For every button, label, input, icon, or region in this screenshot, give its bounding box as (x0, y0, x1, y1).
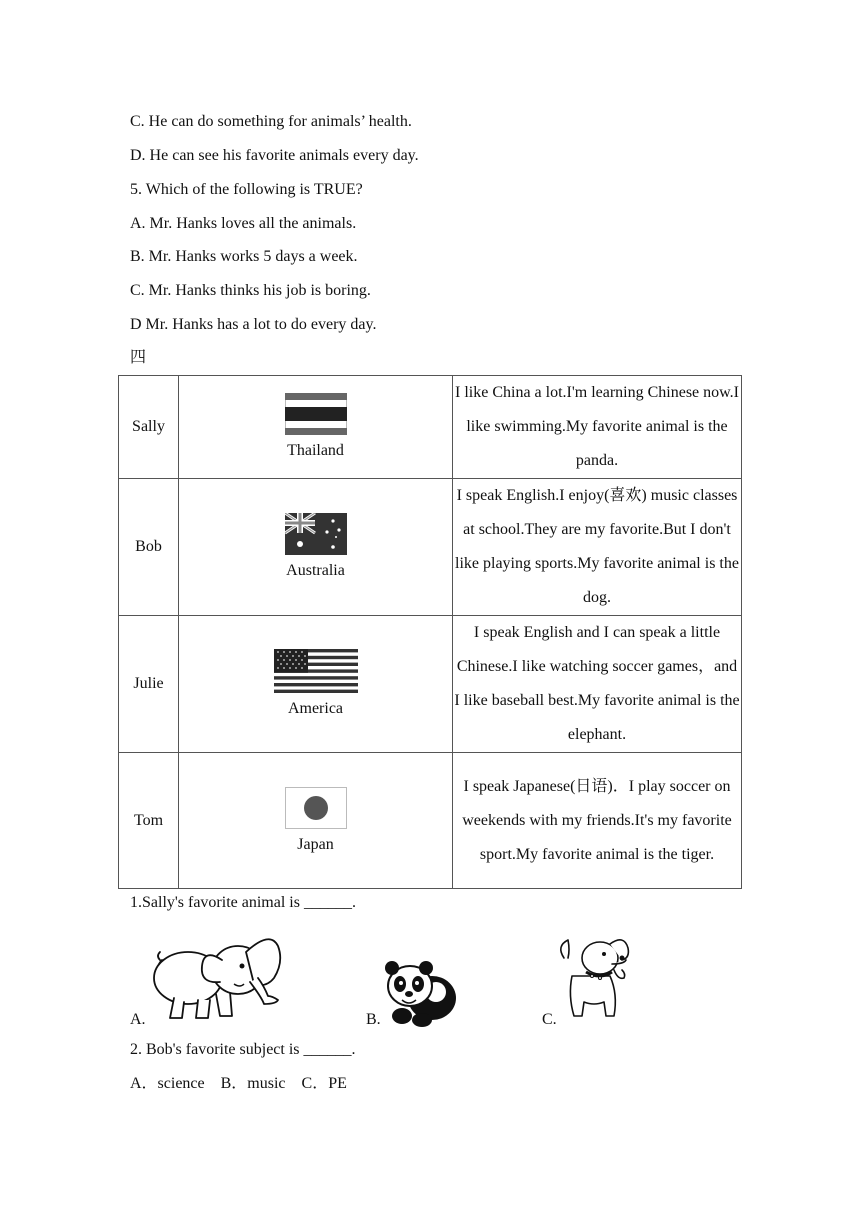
japan-flag-icon (285, 787, 347, 829)
panda-icon (380, 958, 460, 1028)
name-cell: Julie (119, 616, 179, 753)
usa-flag-icon (274, 649, 358, 693)
q5-option-d: D Mr. Hanks has a lot to do every day. (130, 316, 377, 333)
table-row (119, 479, 742, 616)
description-cell: I speak English and I can speak a little Chinese.I like watching soccer games，and I like baseball best.My favorite animal is the elephant. (453, 616, 742, 753)
country-label: Japan (297, 835, 334, 853)
country-label: Australia (286, 562, 345, 579)
option-c-line: C. He can do something for animals’ health. (130, 113, 412, 130)
question-5: 5. Which of the following is TRUE? (130, 181, 363, 198)
dog-icon (556, 936, 636, 1026)
q5-option-b: B. Mr. Hanks works 5 days a week. (130, 248, 358, 265)
table-row (119, 376, 742, 479)
description-cell: I speak Japanese(日语)．I play soccer on weekends with my friends.It's my favorite sport.My favorite animal is the tiger. (453, 753, 742, 889)
flag-cell (179, 479, 453, 616)
flag-cell (179, 753, 453, 889)
info-table (118, 375, 742, 889)
country-label: Thailand (287, 442, 344, 459)
flag-cell (179, 616, 453, 753)
australia-flag-icon (285, 513, 347, 555)
thailand-flag-icon (285, 393, 347, 435)
q2-options: A．science B．music C．PE (130, 1075, 347, 1092)
section-heading: 四 (130, 349, 147, 366)
name-cell: Tom (119, 753, 179, 889)
question-2: 2. Bob's favorite subject is ______. (130, 1041, 356, 1058)
name-cell: Sally (119, 376, 179, 479)
country-label: America (287, 700, 344, 717)
q5-option-a: A. Mr. Hanks loves all the animals. (130, 215, 357, 232)
name-cell: Bob (119, 479, 179, 616)
description-cell: I like China a lot.I'm learning Chinese now.I like swimming.My favorite animal is the panda. (453, 376, 742, 479)
table-row (119, 753, 742, 889)
q5-option-c: C. Mr. Hanks thinks his job is boring. (130, 282, 371, 299)
description-cell: I speak English.I enjoy(喜欢) music classes at school.They are my favorite.But I don't like playing sports.My favorite animal is the dog. (453, 479, 742, 616)
table-row (119, 616, 742, 753)
elephant-icon (146, 920, 282, 1026)
option-d-line: D. He can see his favorite animals every day. (130, 147, 419, 164)
q1-option-c: C. (542, 1011, 557, 1028)
q1-option-a: A. (130, 1011, 146, 1028)
flag-cell (179, 376, 453, 479)
question-1: 1.Sally's favorite animal is ______. (130, 894, 356, 911)
q1-option-b: B. (366, 1011, 381, 1028)
